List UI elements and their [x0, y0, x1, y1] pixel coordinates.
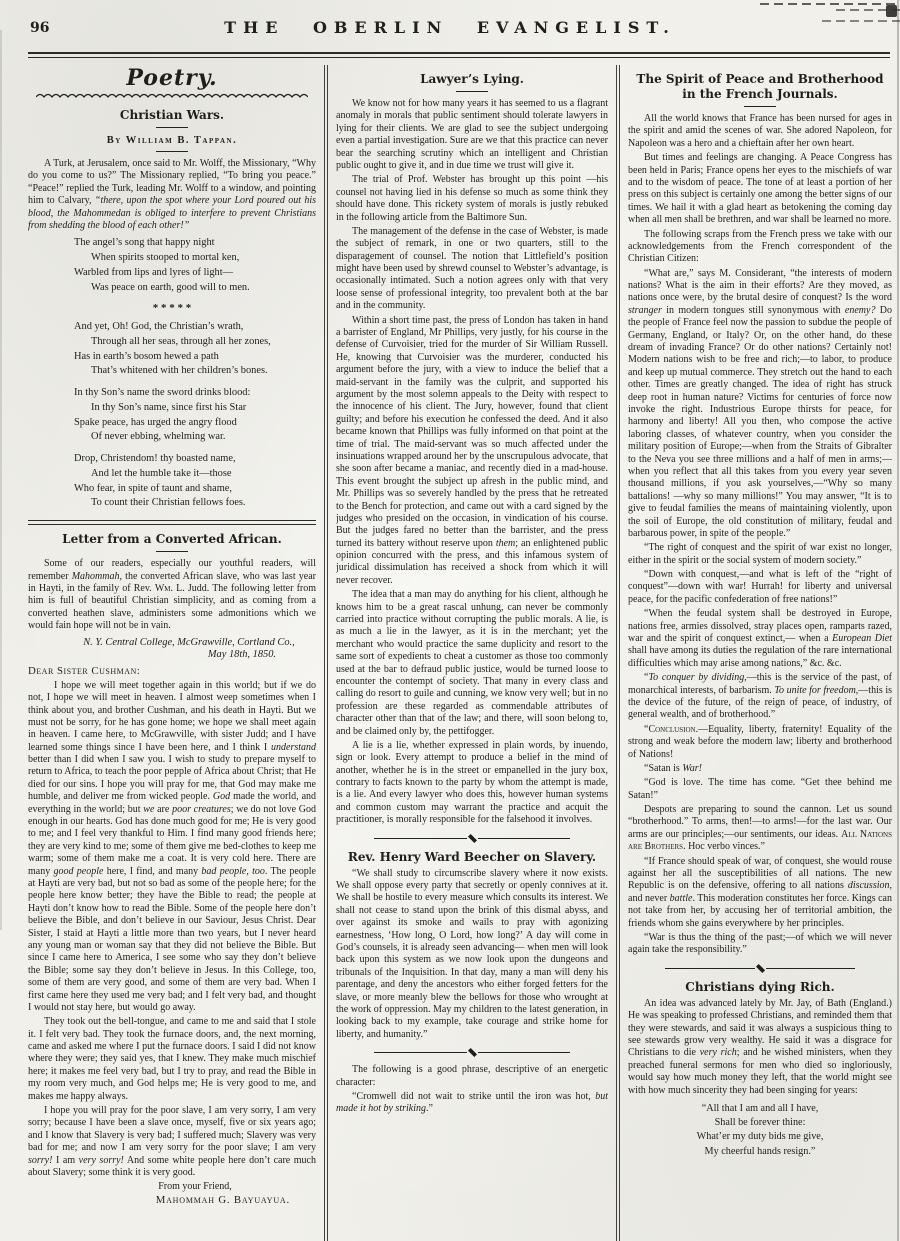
paragraph: Some of our readers, especially our youthful readers, will remember Mahommah, the converted African slave, who was last year in Hayti, in the family of Rev. Wm. L. Judd. The following letter from him is full of beautiful Christian simplicity, and as coming from a converted heathen slave, administers some admonitions which we would fain hope will not be in vain.	[28, 558, 316, 632]
heading-rule	[744, 106, 776, 107]
paragraph: “If France should speak of war, of conquest, she would rouse against her all the susceptibilities of all nations. The new Republic is on the defensive, offering to all nations discussion, and never battle. This moderation constitutes her force. Kings can not take from her, by accusing her of territorial ambition, the friends whom she gains everywhere by her principles.	[628, 855, 892, 929]
heading-rule	[456, 91, 488, 92]
column-2	[336, 65, 608, 1241]
paragraph: “We shall study to circumscribe slavery where it now exists. We shall oppose every party that secretly or openly connives at it. We shall be hostile to every measure which consults its interest. We shall not cease to stand upon the brink of this dismal abyss, and over against its smoke and wails to pray with agonizing earnestness, ‘How long, O Lord, how long?’ A day will come in God’s counsels, it is already seen advancing— when men will look back upon this system as we now look upon the dungeons and tribunals of the Inquisition. In that day, many a man will deny his parentage, and deny the ancestors who either forged fetters for the slave, or more meanly blew the bellows for those who wrought at the work of oppression. May my children to the latest generation, in looking back to my example, take courage and strike home for liberty, and humanity.”	[336, 867, 608, 1040]
paragraph: “What are,” says M. Considerant, “the interests of modern nations? What is the aim in their efforts? Are they moved, as nations once were, by the brutal desire of conquest? Is the word stranger in modern tongues still synonymous with enemy? Do the people of France feel now the passion to subdue the people of Germany, England, or Italy? Or, on the other hand, do these dream of invading France? Or do other nations? Certainly not! Modern nations wish to be free and rich;—to labor, to produce and keep up mutual commerce. They stretch out the hand to each other. Times are greatly changed. The idea of right has struck deep root in human nature? Victims for centuries of force now invoke the right. Industrious Europe thirsts for peace, for harmony and liberty! All you then, who compose the active laboring classes, of whatever country, when you consider the military position of Europe;—when from the Straits of Gibralter to the Neva you see three millions and a half of men in arms;—when you reflect that all this takes from you every year seven thousand millions, if you ask yourselves,—“Why so many battalions! —why so many millions!” You may answer, “It is to give to feudal families the means of maintaining violently, upon the soil of Europe, the old constitution of military, feudal and barbarous power, in spite of the people.”	[628, 267, 892, 539]
poem-line: And let the humble take it—those	[91, 467, 232, 479]
article-heading-text: Lawyer’s Lying.	[420, 72, 524, 86]
signature-closing: From your Friend,	[158, 1181, 232, 1193]
diamond-ornament	[467, 1048, 476, 1057]
paragraph: The idea that a man may do anything for his client, although he knows him to be a great rascal unhung, can never be commonly carried into practice without corrupting the public morals. A lie, is as much a lie in the lawyer, as it is in the merchant; yet the merchant who would practice the same duplicity and resort to the same sort of expedients to cheat a customer as those too commonly used at the bar to defraud public justice, would be turned loose to encounter the contempt of society. That many in every class and calling do resort to guile and cunning, we know very well; but in no profession are these regarded as commendable attributes of character other than that of the law; and there, will soon belong to, and be claimed only by, the pettifogger.	[336, 589, 608, 737]
verse-line: My cheerful hands resign.”	[704, 1145, 816, 1157]
article-heading-text: Christian Wars.	[119, 108, 225, 122]
paragraph: “The right of conquest and the spirit of war exist no longer, either in the spirit or the social system of modern society.”	[628, 542, 892, 566]
paragraph: All the world knows that France has been nursed for ages in the spirit and amid the scenes of war. She adored Napoleon, for Napoleon was a hero and a chieftain after her own heart.	[628, 113, 892, 149]
wavy-line	[36, 93, 308, 101]
paragraph: “When the feudal system shall be destroyed in Europe, nations free, armies dissolved, stray places open, ramparts razed, war and the spirit of conquest extinct,— when a European Diet shall have among its duties the regulation of the rare international difficulties which may arise among nations,” &c. &c.	[628, 608, 892, 669]
poem-line: In thy Son’s name, since first his Star	[91, 401, 247, 413]
poem-line: Through all her seas, through all her zones,	[91, 335, 271, 347]
column-3	[628, 65, 892, 1241]
double-rule	[28, 520, 316, 525]
verse-line: What’er my duty bids me give,	[696, 1131, 824, 1143]
paragraph: The management of the defense in the case of Webster, is made the subject of remark, in one or two quarters, still to the disparagement of counsel. The notion that Littlefield’s position might have been used by shrewd counsel to Webster’s advantage, is occasionally intimated. Such a notion agrees only with that very loose sense of professional integrity, too prevalent both at the bar and in the community.	[336, 225, 608, 312]
wavy-rule	[34, 93, 310, 101]
poem-line: Spake peace, has urged the angry flood	[74, 416, 237, 428]
column-1	[28, 65, 316, 1241]
article-heading-text: The Spirit of Peace and Brotherhood in the French Journals.	[636, 72, 884, 101]
paragraph: A lie is a lie, whether expressed in plain words, by inuendo, sign or look. Every attempt to produce a belief in the mind of another, whether he is in the street or empanelled in the jury box, contrary to facts known to the party by whom the attempt is made, is a lie. And every lawyer who does this, however human systems and common custom may warrant the practice and acquit the practitioner, is morally responsible for the falsehood it involves.	[336, 739, 608, 826]
article-heading-text: Christians dying Rich.	[685, 979, 835, 994]
section-title: Poetry.	[126, 65, 218, 91]
paragraph: I hope we will meet together again in this world; but if we do not, I hope we will meet in heaven. I almost weep sometimes when I think about you, and brother Cushman, and his death in Hayti. But we must not be sorry, for he has gone home; we hope we shall meet again in heaven. I came here, to McGrawville, with sister Judd; and I have learned some things since I have been here, and I think I understand better than I did when I saw you. I wish to study to prepare myself to return to Africa, to teach the poor pepple of Africa about Christ; that He died for our sins. I hope you will pray for me, that God may make me humble, and deliver me from wicked people. God made the world, and everything in the world; but we are poor creatures; we do not love God enough in our hearts. God has done much good for me; He is very good to me; and I feel very thankful to Him. I find many good friends here; they are very kind to me; some of them give me bed-clothes to keep me warm; some of them make me a coat. It is very cold here. There are many good people here, I find, and many bad people, too. The people at Hayti are very bad, but not so bad as some of the people here; for the people here know better; they have the Bible to read; the people at Hayti don’t know how to read the Bible. Some of the people here don’t believe the Bible, and don’t believe in our Saviour, Jesus Christ. Dear Sister, I staid at Hayti a little more than two years, but I never heard any young man or woman say that they did not believe the Bible. But since I came here to America, I see some who say they don’t believe the Bible; some say they don’t believe in Jesus. In this College, too, some of them are very good, and some of them are very bad. When I first came here they used me very bad; and I felt very bad, and thought I would not stay here, but would go away.	[28, 679, 316, 1013]
signature	[28, 1181, 316, 1207]
dateline-line-2: May 18th, 1850.	[207, 649, 276, 661]
article-heading-text: Rev. Henry Ward Beecher on Slavery.	[347, 849, 597, 864]
article-heading-text: Letter from a Converted African.	[62, 532, 282, 547]
paragraph: The following is a good phrase, descriptive of an energetic character:	[336, 1064, 608, 1088]
poem-line: And yet, Oh! God, the Christian’s wrath,	[74, 321, 244, 333]
byline-rule	[156, 151, 188, 152]
rule-line	[665, 968, 755, 969]
verse-line: “All that I am and all I have,	[701, 1102, 819, 1114]
poem-stanza	[74, 386, 316, 445]
paragraph: I hope you will pray for the poor slave, I am very sorry, I am very sorry; because I have been a slave once, myself, five or six years ago; and I know that Slavery is very bad; I suffered much; Slavery was very bad for me; and now I am very sorry for the poor slave; I am very sorry! I am very sorry! And some white people here don’t care much about Slavery; some think it is very good.	[28, 1105, 316, 1178]
diamond-ornament	[467, 834, 476, 843]
diamond-rule	[374, 1049, 570, 1056]
paragraph: “God is love. The time has come. “Get thee behind me Satan!”	[628, 777, 892, 801]
paragraph: A Turk, at Jerusalem, once said to Mr. Wolff, the Missionary, “Why do you come to us?” The Missionary replied, “To bring you peace.” “Peace!” replied the Turk, leading Mr. Wolff to a window, and pointing him to Calvary, “there, upon the spot where your Lord poured out his blood, the Mahommedan is obliged to interfere to prevent Christians from shedding the blood of each other!”	[28, 158, 316, 231]
verse-line: Shall be forever thine:	[714, 1117, 806, 1129]
paragraph: The trial of Prof. Webster has brought up this point —his counsel not having lied in his defense so much as some think they should have done. This rickety system of morals is justly rebuked in the following article from the Baltimore Sun.	[336, 174, 608, 223]
byline	[28, 134, 316, 152]
poem-line: Who fear, in spite of taunt and shame,	[74, 482, 232, 494]
salutation: Dear Sister Cushman:	[28, 665, 141, 678]
paragraph: We know not for how many years it has seemed to us a flagrant anomaly in morals that public sentiment should tolerate lawyers in lying for their clients. We are glad to see the subject undergoing even a partial investigation. Sure are we that this practice can never bear the searching scrutiny which an intelligent and Christian public ought to give it, and in due time we trust will give it.	[336, 98, 608, 171]
page-header	[0, 0, 900, 44]
dateline	[28, 637, 316, 663]
article-heading	[336, 72, 608, 92]
paragraph: Within a short time past, the press of London has taken in hand a barrister of England, Mr Phillips, very justly, for his course in the defense of Curvoisier, tried for the murder of Sir William Russell. He, knowing that Curvoisier was the murderer, conducted his argument before the jury, with a view to induce the belief that a maid-servant in the family was the culprit, and supported his argument by the most solemn appeals to the Deity with respect to the innocence of his client. The Jury, however, found that client guilty; and before his execution he confessed the deed. And it also became known that Phillips was fully informed on that point at the time of trial. The maid-servant was so much affected under the insinuations wrapped around her by the unscrupulous advocate, that she soon after became a maniac, and recently died in a mad-house. This event brought the subject up afresh in the public mind, and Mr. Phillips was so severely handled by the press that he retreated to the Bench for protection, and came out with a card signed by the judges who presided on the occasion, in vindication of his course. But the judges fared no better than the barrister, and the press turned its battery without reserve upon them; an enlightened public opinion concurred with the press, and this infamous system of juridical dissimulation has received a shock from which it will never recover.	[336, 314, 608, 586]
column-divider	[616, 65, 620, 1241]
column-divider	[324, 65, 328, 1241]
rule-line	[478, 1052, 570, 1053]
paragraph: Despots are preparing to sound the cannon. Let us sound “brotherhood.” To arms, then!—to arms!—for the last war. Our arms are our principles;—our sentiments, our ideas. All Nations are Brothers. Hoc verbo vinces.”	[628, 804, 892, 853]
rule-line	[478, 838, 570, 839]
byline-text: By William B. Tappan.	[106, 135, 238, 146]
poem-stanza	[74, 236, 316, 295]
poem-line: In thy Son’s name the sword drinks blood:	[74, 387, 251, 399]
poem-line: The angel’s song that happy night	[74, 237, 215, 249]
poem-line: Has in earth’s bosom hewed a path	[74, 350, 219, 362]
signature-name: Mahommah G. Bayuayua.	[155, 1193, 290, 1206]
poem-stanza	[74, 320, 316, 379]
paragraph: But times and feelings are changing. A Peace Congress has been held in Paris; France opens her eyes to the mischiefs of war and to the wisdom of peace. The tone of at least a portion of her press on this subject is certainly one among the better signs of our times. We hail it with a glad heart as betokening the coming day when all men shall be brethren, and war shall be learned no more.	[628, 152, 892, 226]
stanza-break-stars: * * * * *	[152, 302, 192, 315]
article-heading	[28, 108, 316, 128]
scan-artifact	[897, 0, 899, 1241]
paragraph: They took out the bell-tongue, and came to me and said that I stole it. I felt very bad. They took the furnace doors, and, the next morning, came and asked me where I put the furnace doors. I said I did not know where they were; they said yes, that I knew. They make much mischief here; it makes me feel very bad, but I try to pray, and read the Bible in my room very much, and God helps me; He is very good to me, and makes me happy always.	[28, 1016, 316, 1102]
rule-line	[766, 968, 856, 969]
masthead-title: THE OBERLIN EVANGELIST.	[224, 18, 676, 37]
page-columns	[0, 58, 900, 1241]
article-heading	[628, 980, 892, 995]
diamond-rule	[374, 835, 570, 842]
diamond-rule	[665, 965, 855, 972]
rule-line	[374, 838, 466, 839]
poem-line: Was peace on earth, good will to men.	[91, 281, 250, 293]
paragraph: “War is thus the thing of the past;—of which we will never again take the responsibility.”	[628, 932, 892, 956]
rule-line	[374, 1052, 466, 1053]
poem-line: Of never ebbing, whelming war.	[91, 431, 226, 443]
article-heading	[628, 72, 892, 107]
paragraph: “Satan is War!	[644, 762, 702, 774]
paragraph: “Down with conquest,—and what is left of the “right of conquest”—down with war! Hurrah! for liberty and universal peace, for the pacific confederation of free nations!”	[628, 569, 892, 605]
diamond-ornament	[755, 964, 764, 973]
poem-line: When spirits stooped to mortal ken,	[91, 252, 240, 264]
dateline-line-1: N. Y. Central College, McGrawville, Cortland Co.,	[83, 636, 295, 648]
poem-line: That’s whitened with her children’s bones.	[91, 365, 268, 377]
poem-line: Drop, Christendom! thy boasted name,	[74, 453, 236, 465]
page-number: 96	[30, 20, 50, 36]
paragraph: “Cromwell did not wait to strike until the iron was hot, but made it hot by striking.”	[336, 1090, 608, 1115]
paragraph: “Conclusion.—Equality, liberty, fraternity! Equality of the strong and weak before the modern law; liberty and brotherhood of Nations!	[628, 723, 892, 760]
heading-rule	[156, 127, 188, 128]
scan-artifact	[0, 30, 2, 930]
closing-verse	[628, 1102, 892, 1159]
poem-line: To count their Christian fellows foes.	[91, 497, 246, 509]
article-heading	[336, 850, 608, 865]
paragraph: The following scraps from the French press we take with our acknowledgements from the French correspondent of the Christian Citizen:	[628, 228, 892, 265]
poem-line: Warbled from lips and lyres of light—	[74, 266, 234, 278]
heading-rule	[156, 551, 188, 552]
article-heading	[28, 532, 316, 552]
poem-stanza	[74, 452, 316, 511]
paragraph: “To conquer by dividing,—this is the service of the past, of monarchical interests, of barbarism. To unite for freedom,—this is the device of the future, of the reign of peace, of industry, of general wealth, and of brotherhood.”	[628, 672, 892, 721]
paragraph: An idea was advanced lately by Mr. Jay, of Bath (England.) He was speaking to professed Christians, and reminded them that they were stewards, and said it was always a suspicious thing to see stewards grow very wealthy. He said it was a disgrace for Christians to die very rich; and he wished ministers, when they preached funeral sermons for men who died so ingloriously, would say how much money they left, that the world might see with how much sincerity they had been singing for years:	[628, 997, 892, 1096]
